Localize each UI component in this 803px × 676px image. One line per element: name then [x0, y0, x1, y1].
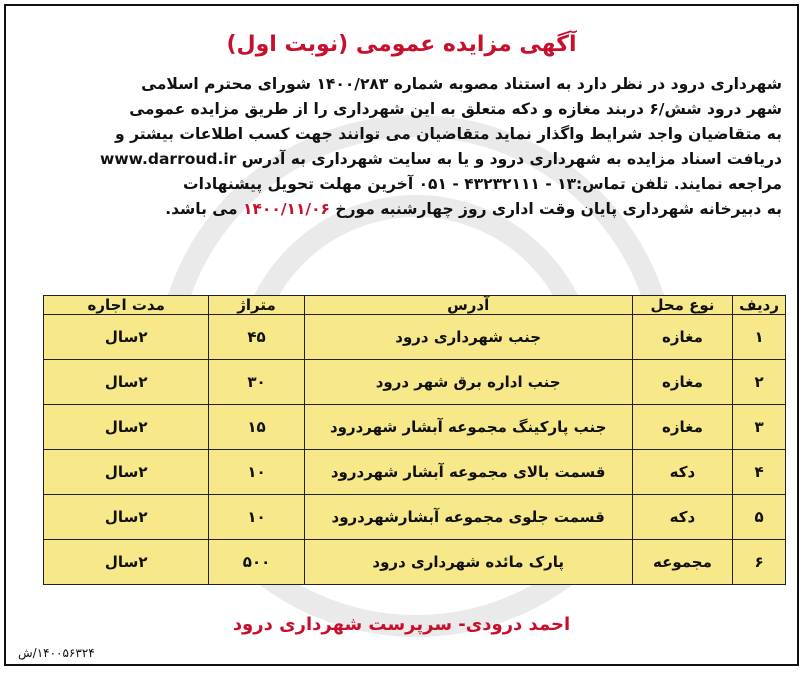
cell-location-type: دکه [632, 495, 732, 540]
table-row [44, 360, 786, 405]
table-header-row [44, 296, 786, 315]
cell-area: ۱۰ [209, 495, 304, 540]
cell-location-type: مجموعه [632, 540, 732, 585]
notice-title: آگهی مزایده عمومی (نوبت اول) [226, 32, 577, 57]
notice-body [32, 72, 782, 222]
cell-area: ۱۰ [209, 450, 304, 495]
cell-area: ۵۰۰ [209, 540, 304, 585]
body-line: دریافت اسناد مزایده به شهرداری درود و یا به سایت شهرداری به آدرس www.darroud.ir [100, 150, 782, 168]
cell-address: جنب شهرداری درود [304, 315, 632, 360]
header-row-number: ردیف [733, 296, 786, 315]
body-line: به متقاضیان واجد شرایط واگذار نماید متقاضیان می توانند جهت کسب اطلاعات بیشتر و [115, 125, 782, 143]
cell-lease-term: ۲سال [44, 315, 209, 360]
header-lease-term: مدت اجاره [44, 296, 209, 315]
deadline-text-after: می باشد. [165, 200, 243, 218]
table-row [44, 540, 786, 585]
cell-lease-term: ۲سال [44, 360, 209, 405]
table-row [44, 405, 786, 450]
cell-address: پارک مائده شهرداری درود [304, 540, 632, 585]
cell-row-number: ۵ [733, 495, 786, 540]
cell-lease-term: ۲سال [44, 405, 209, 450]
cell-area: ۱۵ [209, 405, 304, 450]
body-line: شهر درود شش/۶ دربند مغازه و دکه متعلق به این شهرداری را از طریق مزایده عمومی [129, 100, 782, 118]
notice-frame [4, 4, 799, 666]
body-line: مراجعه نمایند. تلفن تماس:۱۳ - ۴۳۲۳۲۱۱۱ - ۰۵۱ آخرین مهلت تحویل پیشنهادات [183, 175, 782, 193]
signature: احمد درودی- سرپرست شهرداری درود [232, 614, 571, 635]
cell-area: ۴۵ [209, 315, 304, 360]
table-row [44, 315, 786, 360]
cell-location-type: مغازه [632, 315, 732, 360]
table-row [44, 495, 786, 540]
deadline-date: ۱۴۰۰/۱۱/۰۶ [242, 200, 330, 218]
cell-row-number: ۳ [733, 405, 786, 450]
cell-row-number: ۱ [733, 315, 786, 360]
body-line: شهرداری درود در نظر دارد به استناد مصوبه شماره ۱۴۰۰/۲۸۳ شورای محترم اسلامی [141, 75, 782, 93]
reference-number: ۱۴۰۰۵۶۳۲۴/ش [18, 646, 95, 660]
cell-row-number: ۲ [733, 360, 786, 405]
cell-lease-term: ۲سال [44, 540, 209, 585]
cell-address: قسمت بالای مجموعه آبشار شهردرود [304, 450, 632, 495]
table-row [44, 450, 786, 495]
body-line-deadline [32, 197, 782, 222]
cell-location-type: دکه [632, 450, 732, 495]
cell-row-number: ۴ [733, 450, 786, 495]
header-location-type: نوع محل [632, 296, 732, 315]
auction-table [43, 295, 786, 585]
cell-row-number: ۶ [733, 540, 786, 585]
header-area: متراژ [209, 296, 304, 315]
deadline-text-before: به دبیرخانه شهرداری پایان وقت اداری روز چهارشنبه مورخ [330, 200, 782, 218]
cell-area: ۳۰ [209, 360, 304, 405]
cell-address: جنب پارکینگ مجموعه آبشار شهردرود [304, 405, 632, 450]
cell-address: جنب اداره برق شهر درود [304, 360, 632, 405]
cell-location-type: مغازه [632, 405, 732, 450]
cell-lease-term: ۲سال [44, 450, 209, 495]
cell-location-type: مغازه [632, 360, 732, 405]
cell-address: قسمت جلوی مجموعه آبشارشهردرود [304, 495, 632, 540]
cell-lease-term: ۲سال [44, 495, 209, 540]
header-address: آدرس [304, 296, 632, 315]
